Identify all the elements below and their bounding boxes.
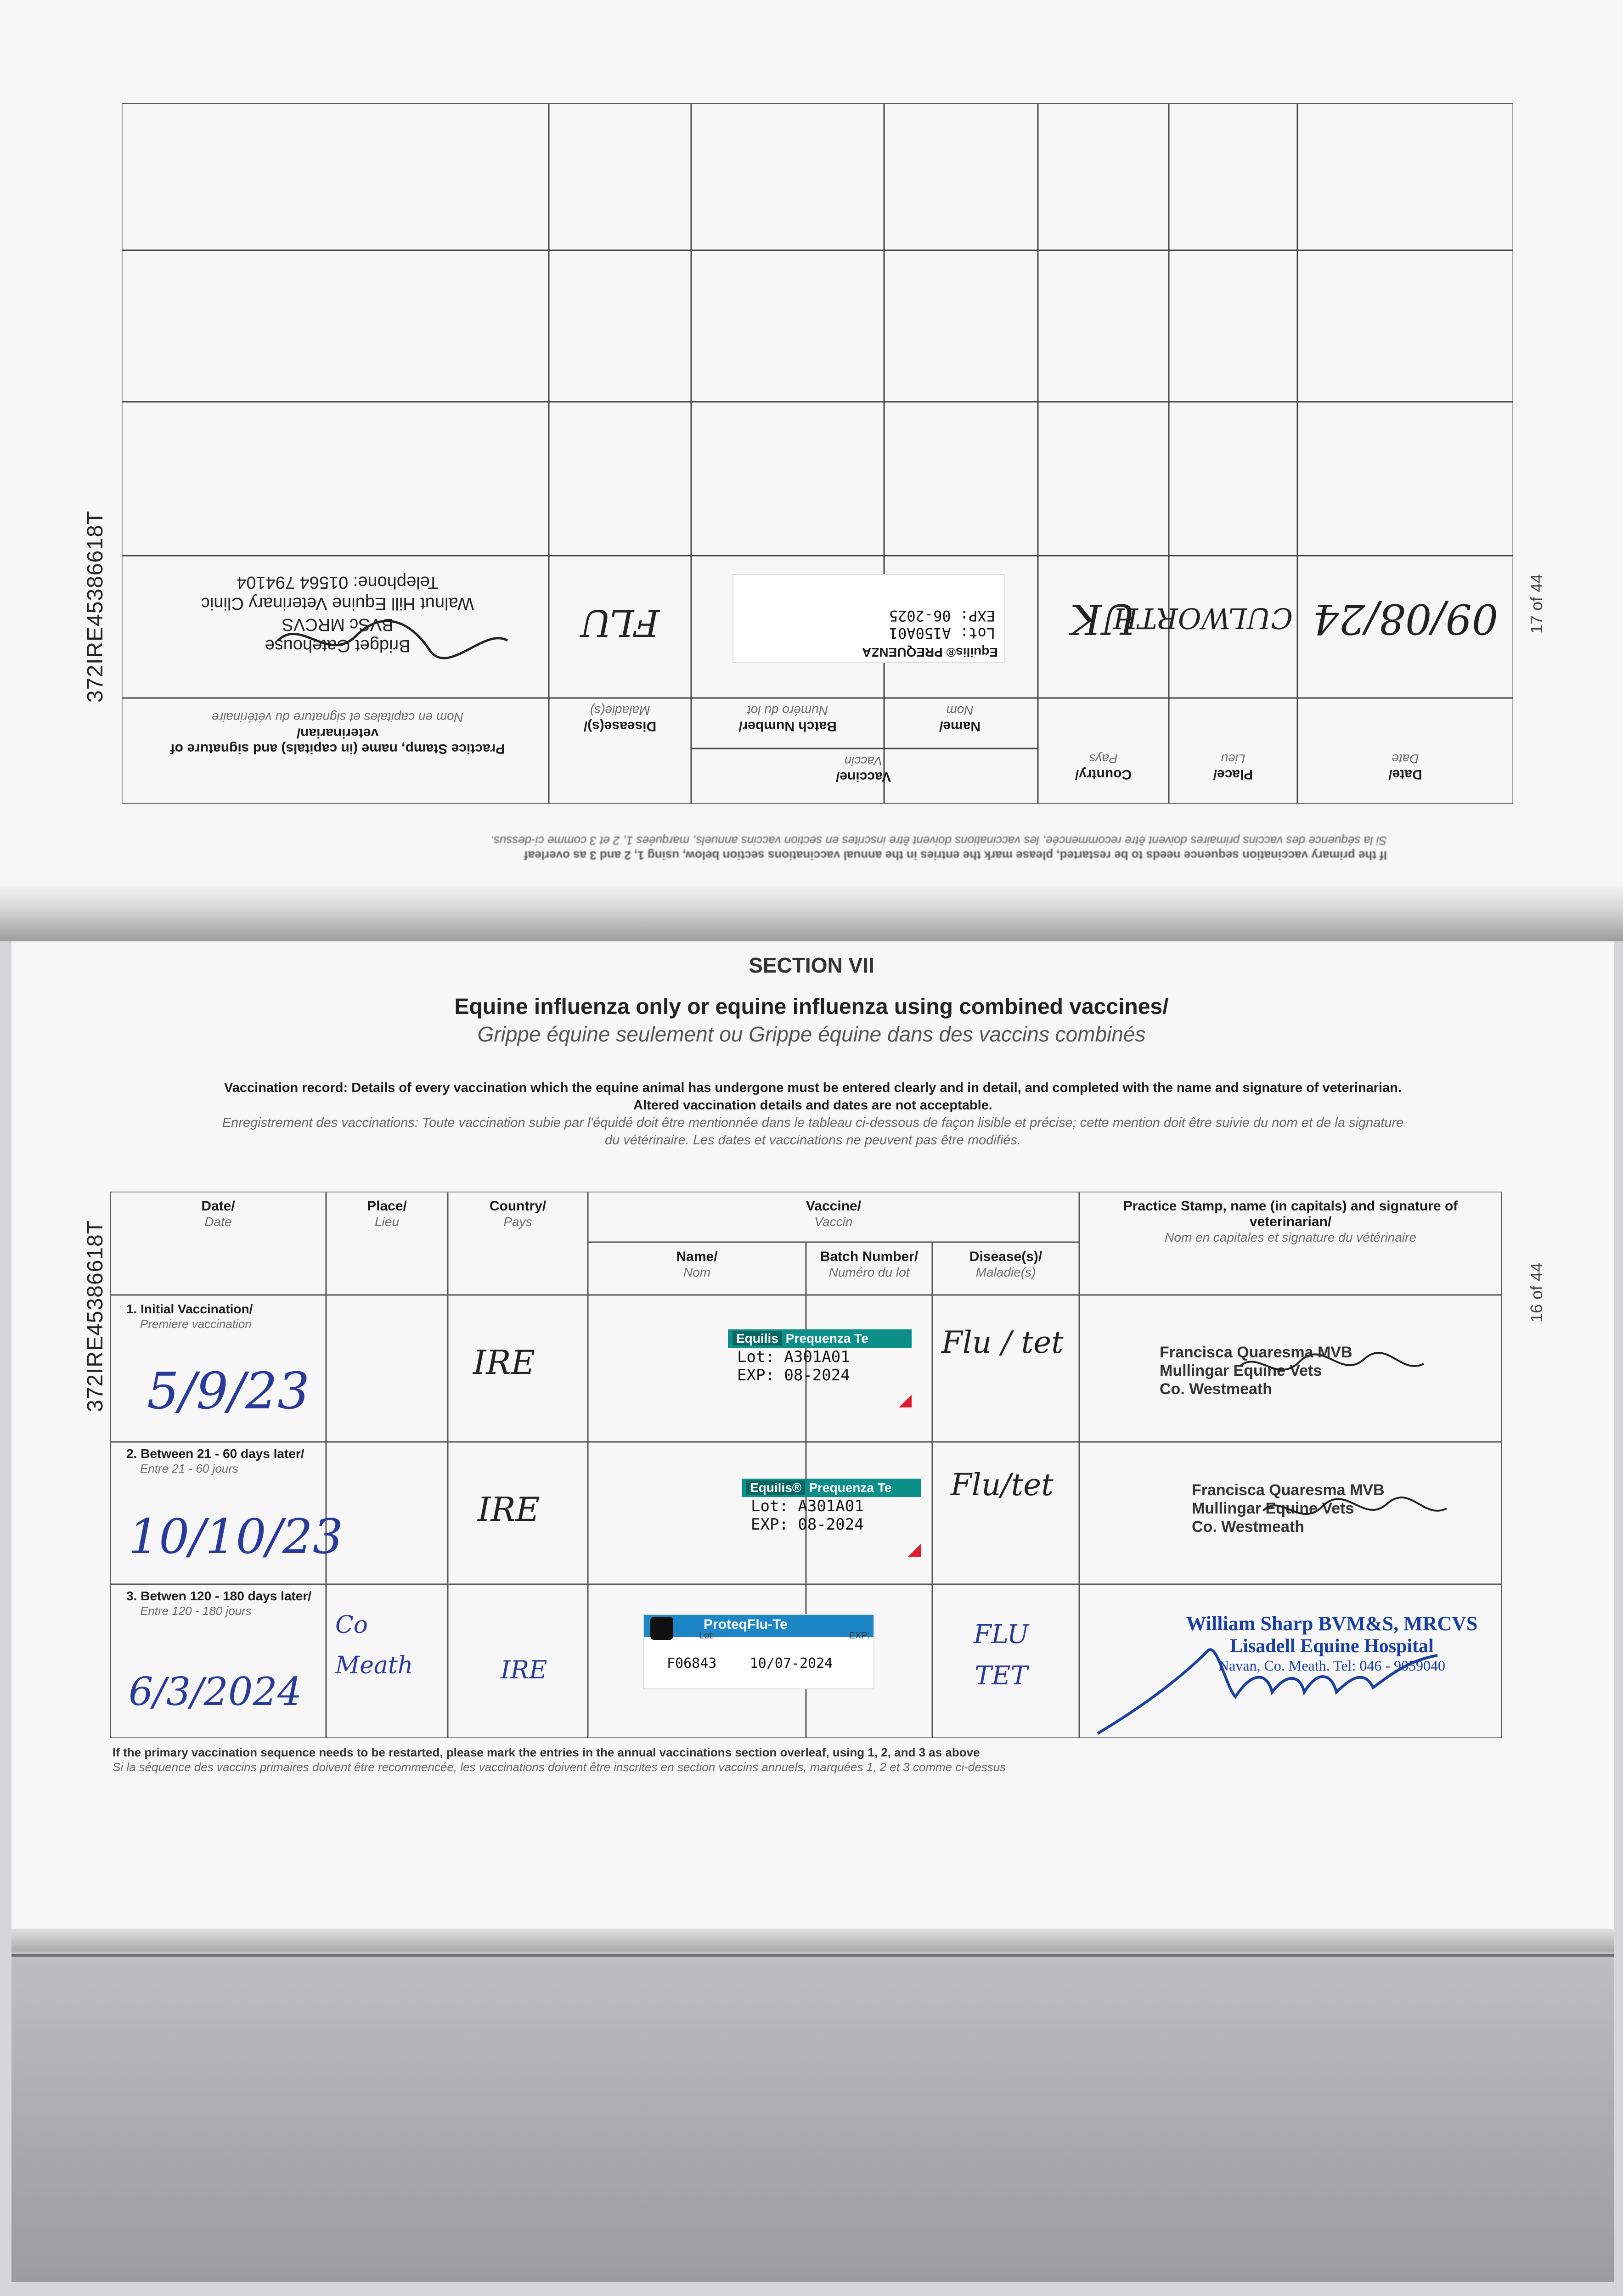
upper-header-date-fr: Date [1392, 752, 1419, 766]
header-place-en: Place/ [367, 1199, 407, 1214]
upper-header-stamp-fr: Nom en capitales et signature du vétérinaire [212, 710, 463, 725]
upper-header-batch-en: Batch Number/ [738, 719, 837, 734]
upper-sticker-exp: 06-2025 [889, 607, 951, 625]
header-place [326, 1199, 448, 1230]
upper-vaccine-sticker [733, 574, 1005, 663]
row-3-sticker-exp: 10/07-2024 [750, 1655, 833, 1671]
row-2-sticker-product: Prequenza Te [809, 1480, 892, 1495]
upper-sticker-lot-label: Lot: [959, 625, 995, 642]
header-batch-fr: Numéro du lot [828, 1265, 910, 1279]
row-2-disease: Flu/tet [951, 1467, 1054, 1503]
row-3-disease: FLU TET [973, 1620, 1029, 1691]
upper-vet-qual: BVSc MRCVS [282, 615, 394, 634]
row-3-country: IRE [501, 1655, 547, 1684]
row-1-sticker-lot: A301A01 [784, 1348, 850, 1366]
upper-entry-disease: FLU [580, 602, 659, 644]
section-heading: Equine influenza only or equine influenza using combined vaccines/ [454, 995, 1169, 1019]
upper-header-country-en: Country/ [1075, 767, 1132, 782]
row-3-sticker-lot: F06843 [667, 1655, 717, 1671]
header-stamp-fr: Nom en capitales et signature du vétérinaire [1165, 1230, 1416, 1244]
row-2-country: IRE [478, 1490, 540, 1529]
row-3-sticker-brand: ProteqFlu-Te [704, 1617, 788, 1632]
row-3-place: Co Meath [335, 1611, 413, 1679]
upper-entry-date: 09/08/24 [1312, 595, 1499, 643]
upper-header-disease-fr: Maladie(s) [590, 703, 650, 718]
row-1-sticker-exp-label: EXP: [737, 1366, 775, 1384]
row-3-vaccine-sticker [643, 1614, 874, 1689]
row-2-date: 10/10/23 [129, 1508, 344, 1564]
header-date-en: Date/ [201, 1199, 235, 1214]
upper-vet-name: Bridget Gatehouse [265, 636, 411, 655]
intro-bold-2: Altered vaccination details and dates are not acceptable. [633, 1098, 992, 1113]
upper-vet-signature [273, 613, 512, 668]
scan-bottom-shadow [11, 1929, 1614, 1952]
row-1-vet-signature [1235, 1348, 1428, 1389]
header-date-fr: Date [204, 1215, 232, 1229]
row-3-sticker-exp-label: EXP: [849, 1631, 870, 1641]
header-vaccine-fr: Vaccin [814, 1215, 853, 1229]
page-number-lower: 16 of 44 [1527, 1262, 1546, 1322]
row-1-sticker-product: Prequenza Te [785, 1331, 868, 1345]
row-3-stamp-line-1: William Sharp BVM&S, MRCVS [1186, 1612, 1478, 1635]
header-vaccine-en: Vaccine/ [806, 1199, 862, 1214]
upper-entry-place: CULWORTH [1113, 602, 1293, 635]
upper-header-batch-fr: Numéro du lot [747, 703, 828, 718]
lower-footnote [113, 1745, 1490, 1774]
upper-sticker-lot: A150A01 [889, 625, 951, 642]
upper-header-country [1043, 751, 1164, 782]
header-place-fr: Lieu [375, 1215, 399, 1229]
header-stamp [1084, 1199, 1497, 1245]
upper-header-vaccine [696, 753, 1031, 784]
upper-header-date-en: Date/ [1388, 767, 1422, 782]
intro-bold-1: Vaccination record: Details of every vaccination which the equine animal has undergone must be entered clearly and in detail, and completed with the name and signature of veterinarian. [224, 1080, 1402, 1095]
row-2-vaccine-sticker [742, 1479, 921, 1566]
row-2-stamp-line-1: Francisca Quaresma MVB [1192, 1481, 1385, 1499]
row-1-label [126, 1302, 319, 1331]
row-1-disease: Flu / tet [941, 1325, 1064, 1360]
intro-text [101, 1079, 1525, 1149]
upper-header-disease [553, 703, 687, 734]
row-3-label-en: 3. Betwen 120 - 180 days later/ [126, 1589, 312, 1603]
upper-footnote [239, 833, 1387, 863]
row-1-sticker-lot-label: Lot: [737, 1348, 775, 1366]
header-disease-en: Disease(s)/ [969, 1249, 1043, 1264]
row-1-label-fr: Premiere vaccination [140, 1317, 252, 1331]
upper-header-stamp-en: Practice Stamp, name (in capitals) and signature of veterinarian/ [170, 726, 505, 756]
header-name-fr: Nom [683, 1265, 711, 1279]
row-1-stamp-line-2: Mullingar Equine Vets [1160, 1362, 1322, 1379]
scan-divider [11, 1954, 1614, 1957]
header-batch [806, 1249, 932, 1280]
row-2-label [126, 1446, 324, 1476]
upper-sticker-brand: Equilis® PREQUENZA [862, 645, 998, 659]
intro-italic-1: Enregistrement des vaccinations: Toute vaccination subie par l'équidé doit être mentionnée dans le tableau ci-dessous de façon lisible et précise; cette mention doit être suivie du nom et de la signature [222, 1115, 1404, 1130]
row-2-stamp-line-3: Co. Westmeath [1192, 1518, 1304, 1536]
header-name-en: Name/ [676, 1249, 718, 1264]
upper-header-country-fr: Pays [1089, 752, 1118, 766]
scan-bottom-gray [11, 1952, 1614, 2282]
upper-vet-telephone: Telephone: 01564 794104 [237, 573, 439, 592]
row-1-date: 5/9/23 [147, 1362, 310, 1420]
upper-footnote-en: If the primary vaccination sequence needs to be restarted, please mark the entries in the annual vaccinations section below, using 1, 2 and 3 as overleaf [524, 849, 1387, 862]
row-2-sticker-lot-label: Lot: [751, 1497, 789, 1515]
upper-header-name-en: Name/ [939, 719, 981, 734]
passport-id-upper: 372IRE45386618T [83, 511, 107, 703]
header-disease [932, 1249, 1079, 1280]
upper-footnote-fr: Si la séquence des vaccins primaires doivent être recommencée, les vaccinations doivent être inscrites en section vaccins annuels, marquées 1, 2 et 3 comme ci-dessus. [490, 834, 1387, 848]
row-2-label-en: 2. Between 21 - 60 days later/ [126, 1446, 304, 1461]
row-2-vet-signature [1258, 1490, 1451, 1531]
upper-entry-country: UK [1070, 595, 1137, 643]
row-3-label-fr: Entre 120 - 180 jours [140, 1604, 252, 1618]
row-1-stamp-line-1: Francisca Quaresma MVB [1160, 1344, 1352, 1361]
row-2-sticker-lot: A301A01 [798, 1497, 864, 1515]
upper-header-place-fr: Lieu [1221, 752, 1245, 766]
upper-header-place-en: Place/ [1213, 767, 1253, 782]
intro-italic-2: du vétérinaire. Les dates et vaccinations ne peuvent pas être modifiés. [605, 1133, 1021, 1148]
upper-header-place [1173, 751, 1293, 782]
row-2-sticker-exp-label: EXP: [751, 1515, 789, 1534]
upper-table-grid [122, 103, 1513, 804]
upper-header-name [889, 703, 1031, 734]
header-date [110, 1199, 326, 1230]
row-3-vet-signature [1088, 1623, 1465, 1743]
section-heading-fr: Grippe équine seulement ou Grippe équine dans des vaccins combinés [477, 1022, 1146, 1046]
upper-sticker-exp-label: EXP: [959, 607, 995, 625]
header-batch-en: Batch Number/ [820, 1249, 919, 1264]
row-1-sticker-exp: 08-2024 [784, 1366, 850, 1384]
header-stamp-en: Practice Stamp, name (in capitals) and signature of veterinarian/ [1123, 1199, 1458, 1229]
row-3-label [126, 1589, 324, 1618]
lower-table [110, 1192, 1502, 1738]
passport-id-lower: 372IRE45386618T [83, 1220, 107, 1412]
row-3-sticker-band [644, 1615, 873, 1641]
row-1-sticker-corner [899, 1395, 912, 1407]
row-1-label-en: 1. Initial Vaccination/ [126, 1302, 253, 1316]
header-name [588, 1249, 806, 1280]
header-disease-fr: Maladie(s) [975, 1265, 1036, 1279]
header-country [448, 1199, 588, 1230]
row-3-stamp-line-2: Lisadell Equine Hospital [1230, 1636, 1434, 1657]
header-vaccine [588, 1199, 1079, 1230]
row-2-label-fr: Entre 21 - 60 jours [140, 1462, 238, 1475]
upper-header-batch [696, 703, 879, 734]
upper-header-disease-en: Disease(s)/ [583, 719, 657, 734]
row-1-stamp-line-3: Co. Westmeath [1160, 1380, 1272, 1398]
upper-header-vaccine-en: Vaccine/ [835, 769, 891, 784]
upper-header-stamp [140, 709, 535, 756]
row-2-sticker-corner [908, 1544, 921, 1557]
row-1-country: IRE [473, 1343, 535, 1382]
upper-vet-clinic: Walnut Hill Equine Veterinary Clinic [201, 594, 474, 613]
row-2-sticker-brand: Equilis® [746, 1480, 805, 1495]
upper-table [122, 103, 1513, 804]
page-number-upper: 17 of 44 [1527, 574, 1546, 634]
row-1-sticker-brand: Equilis [733, 1331, 782, 1345]
header-country-en: Country/ [489, 1199, 547, 1214]
upper-header-vaccine-fr: Vaccin [844, 754, 883, 768]
row-3-sticker-lot-label: Lot: [699, 1631, 715, 1641]
row-3-date: 6/3/2024 [129, 1669, 302, 1714]
section-title: SECTION VII [749, 953, 874, 977]
header-country-fr: Pays [503, 1215, 532, 1229]
upper-header-date [1302, 751, 1509, 782]
row-1-vaccine-sticker [728, 1329, 912, 1417]
lower-footnote-fr: Si la séquence des vaccins primaires doivent être recommencée, les vaccinations doivent être inscrites en section vaccins annuels, marquées 1, 2 et 3 comme ci-dessus [113, 1760, 1006, 1774]
row-3-sticker-logo [650, 1617, 673, 1640]
row-2-sticker-exp: 08-2024 [798, 1515, 864, 1534]
row-2-stamp-line-2: Mullingar Equine Vets [1192, 1500, 1354, 1517]
upper-header-name-fr: Nom [946, 703, 974, 718]
lower-footnote-en: If the primary vaccination sequence needs to be restarted, please mark the entries in the annual vaccinations section overleaf, using 1, 2, and 3 as above [113, 1745, 980, 1759]
book-spine-shadow [0, 886, 1623, 941]
row-3-sticker-codes [644, 1637, 873, 1671]
row-3-stamp-line-3: Navan, Co. Meath. Tel: 046 - 9059040 [1218, 1657, 1445, 1674]
